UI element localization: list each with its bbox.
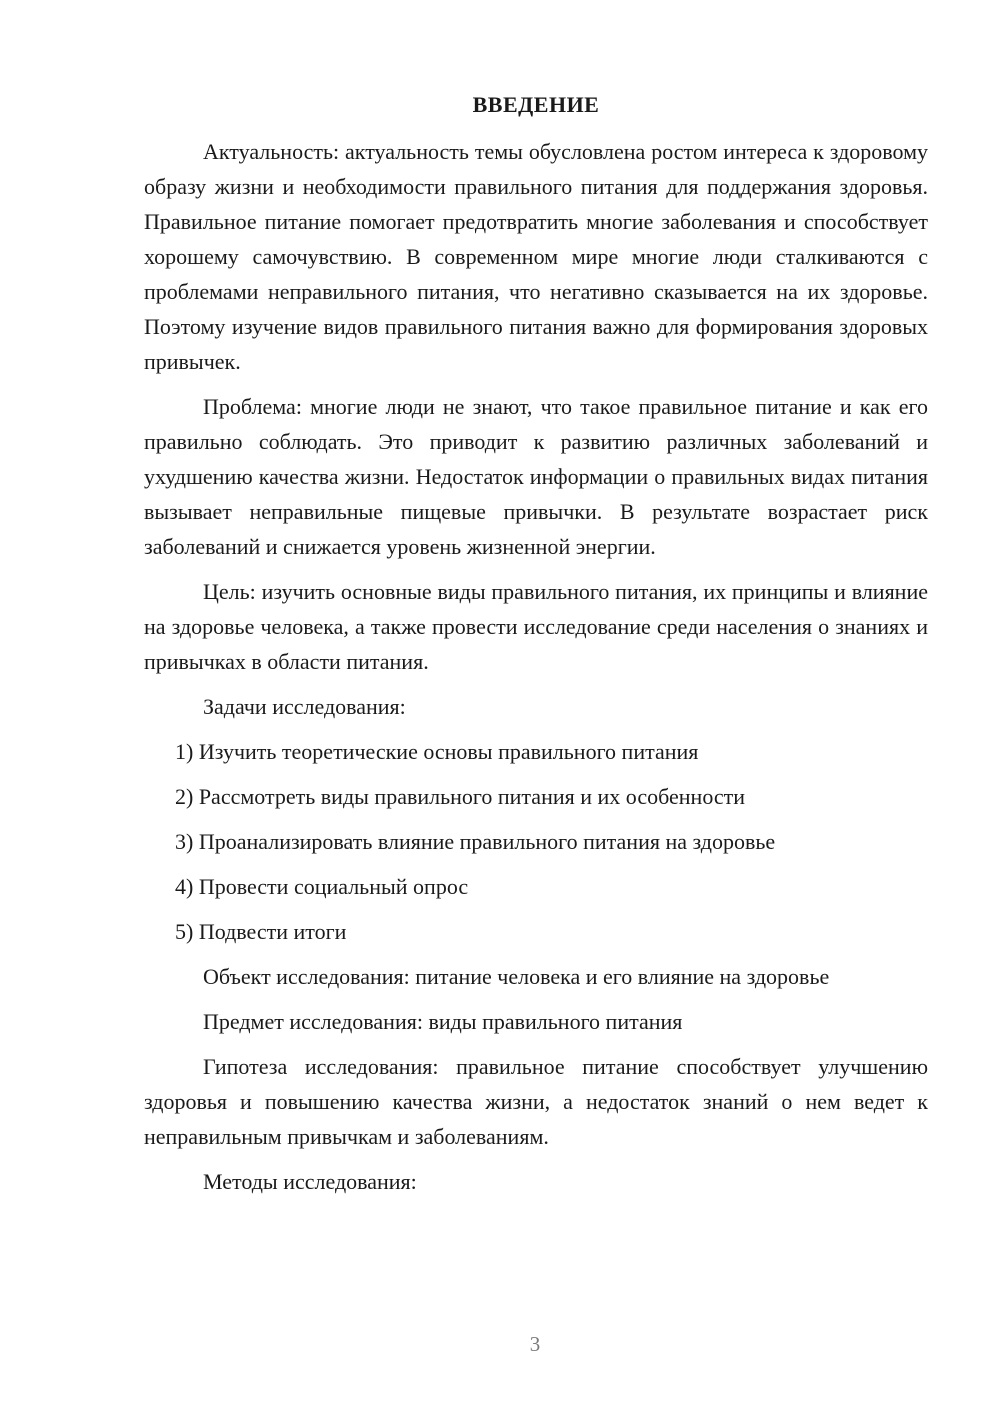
paragraph-goal: Цель: изучить основные виды правильного питания, их принципы и влияние на здоровье человека, а также провести исследование среди населения о знаниях и привычках в области питания. [144, 579, 928, 675]
list-item: 5) Подвести итоги [175, 919, 347, 945]
document-title: ВВЕДЕНИЕ [472, 92, 600, 117]
paragraph-object: Объект исследования: питание человека и его влияние на здоровье [203, 964, 830, 990]
list-item: 4) Провести социальный опрос [175, 874, 469, 900]
tasks-heading: Задачи исследования: [203, 694, 406, 720]
paragraph-relevance: Актуальность: актуальность темы обусловлена ростом интереса к здоровому образу жизни и необходимости правильного питания для поддержания здоровья. Правильное питание помогает предотвратить многие заболевания и способствует хорошему самочувствию. В современном мире многие люди сталкиваются с проблемами неправильного питания, что негативно сказывается на их здоровье. Поэтому изучение видов правильного питания важно для формирования здоровых привычек. [144, 139, 928, 375]
paragraph-subject: Предмет исследования: виды правильного питания [203, 1009, 683, 1035]
paragraph-hypothesis: Гипотеза исследования: правильное питание способствует улучшению здоровья и повышению качества жизни, а недостаток знаний о нем ведет к неправильным привычкам и заболеваниям. [144, 1054, 928, 1150]
document-page [144, 92, 928, 1209]
list-item: 2) Рассмотреть виды правильного питания и их особенности [175, 784, 746, 810]
methods-heading: Методы исследования: [203, 1169, 417, 1195]
tasks-list [144, 734, 928, 949]
list-item: 1) Изучить теоретические основы правильного питания [175, 739, 699, 765]
list-item: 3) Проанализировать влияние правильного питания на здоровье [175, 829, 776, 855]
paragraph-problem: Проблема: многие люди не знают, что такое правильное питание и как его правильно соблюдать. Это приводит к развитию различных заболеваний и ухудшению качества жизни. Недостаток информации о правильных видах питания вызывает неправильные пищевые привычки. В результате возрастает риск заболеваний и снижается уровень жизненной энергии. [144, 394, 928, 560]
page-number: 3 [529, 1332, 541, 1356]
